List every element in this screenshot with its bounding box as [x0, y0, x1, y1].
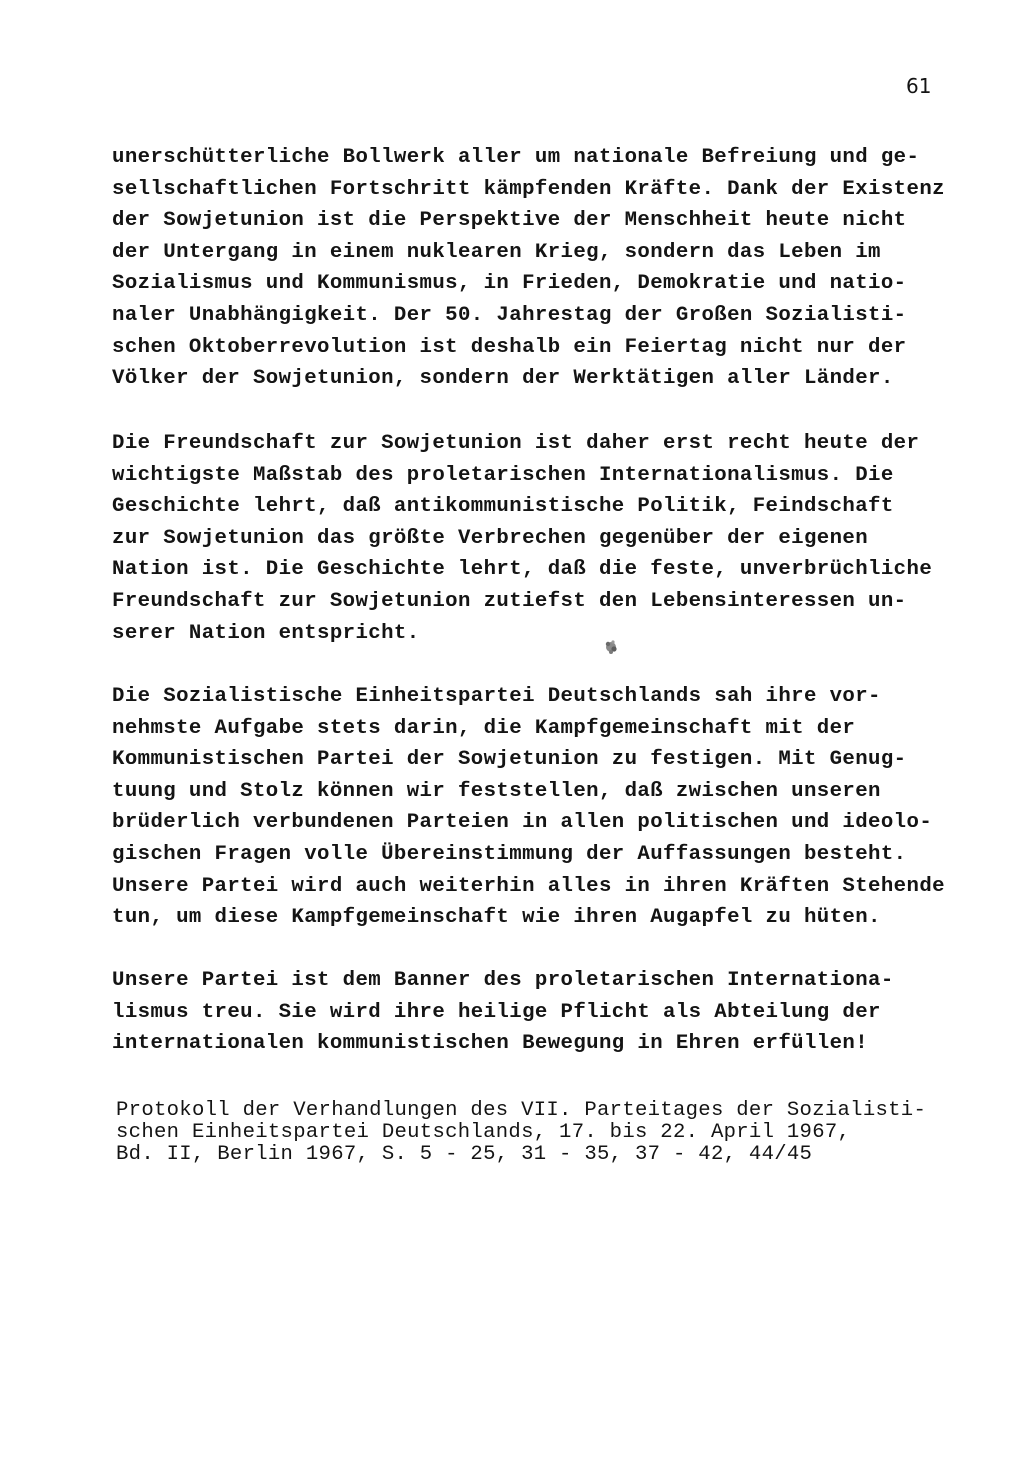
text-line: nehmste Aufgabe stets darin, die Kampfgemeinschaft mit der	[112, 716, 856, 740]
text-line: Die Freundschaft zur Sowjetunion ist daher erst recht heute der	[112, 432, 920, 455]
citation-line: Bd. II, Berlin 1967, S. 5 - 25, 31 - 35, 37 - 42, 44/45	[116, 1143, 813, 1166]
text-line: tun, um diese Kampfgemeinschaft wie ihren Augapfel zu hüten.	[112, 906, 881, 930]
text-line: brüderlich verbundenen Parteien in allen politischen und ideolo-	[112, 811, 933, 835]
text-line: internationalen kommunistischen Bewegung in Ehren erfüllen!	[112, 1032, 869, 1056]
text-line: Sozialismus und Kommunismus, in Frieden, Demokratie und natio-	[112, 272, 907, 296]
text-line: Die Sozialistische Einheitspartei Deutschlands sah ihre vor-	[112, 685, 881, 708]
text-line: naler Unabhängigkeit. Der 50. Jahrestag der Großen Sozialisti-	[112, 303, 907, 327]
text-line: serer Nation entspricht.	[112, 621, 420, 645]
text-line: zur Sowjetunion das größte Verbrechen gegenüber der eigenen	[112, 526, 869, 550]
text-line: schen Oktoberrevolution ist deshalb ein Feiertag nicht nur der	[112, 335, 907, 359]
citation-line: Protokoll der Verhandlungen des VII. Parteitages der Sozialisti-	[116, 1099, 927, 1122]
text-line: Kommunistischen Partei der Sowjetunion zu festigen. Mit Genug-	[112, 748, 907, 772]
page-number: 61	[906, 74, 932, 98]
paragraph-3	[112, 681, 945, 934]
text-line: der Sowjetunion ist die Perspektive der Menschheit heute nicht	[112, 209, 907, 233]
text-line: gischen Fragen volle Übereinstimmung der Auffassungen besteht.	[112, 842, 907, 866]
citation-line: schen Einheitspartei Deutschlands, 17. bis 22. April 1967,	[116, 1121, 851, 1144]
text-line: lismus treu. Sie wird ihre heilige Pflicht als Abteilung der	[112, 1000, 881, 1024]
paragraph-2	[112, 428, 932, 649]
text-line: Unsere Partei ist dem Banner des proletarischen Internationa-	[112, 969, 894, 992]
paragraph-1	[112, 142, 945, 395]
text-line: tuung und Stolz können wir feststellen, daß zwischen unseren	[112, 779, 881, 803]
source-citation	[116, 1100, 926, 1166]
text-line: unerschütterliche Bollwerk aller um nationale Befreiung und ge-	[112, 146, 920, 169]
text-line: Unsere Partei wird auch weiterhin alles in ihren Kräften Stehende	[112, 874, 945, 898]
text-line: wichtigste Maßstab des proletarischen Internationalismus. Die	[112, 463, 894, 487]
ink-smudge-icon	[601, 636, 621, 658]
text-line: Völker der Sowjetunion, sondern der Werktätigen aller Länder.	[112, 367, 894, 391]
text-line: Freundschaft zur Sowjetunion zutiefst den Lebensinteressen un-	[112, 589, 907, 613]
text-line: sellschaftlichen Fortschritt kämpfenden Kräfte. Dank der Existenz	[112, 177, 945, 201]
text-line: Geschichte lehrt, daß antikommunistische Politik, Feindschaft	[112, 495, 894, 519]
text-line: der Untergang in einem nuklearen Krieg, sondern das Leben im	[112, 240, 881, 264]
text-line: Nation ist. Die Geschichte lehrt, daß die feste, unverbrüchliche	[112, 558, 933, 582]
paragraph-4	[112, 965, 894, 1060]
